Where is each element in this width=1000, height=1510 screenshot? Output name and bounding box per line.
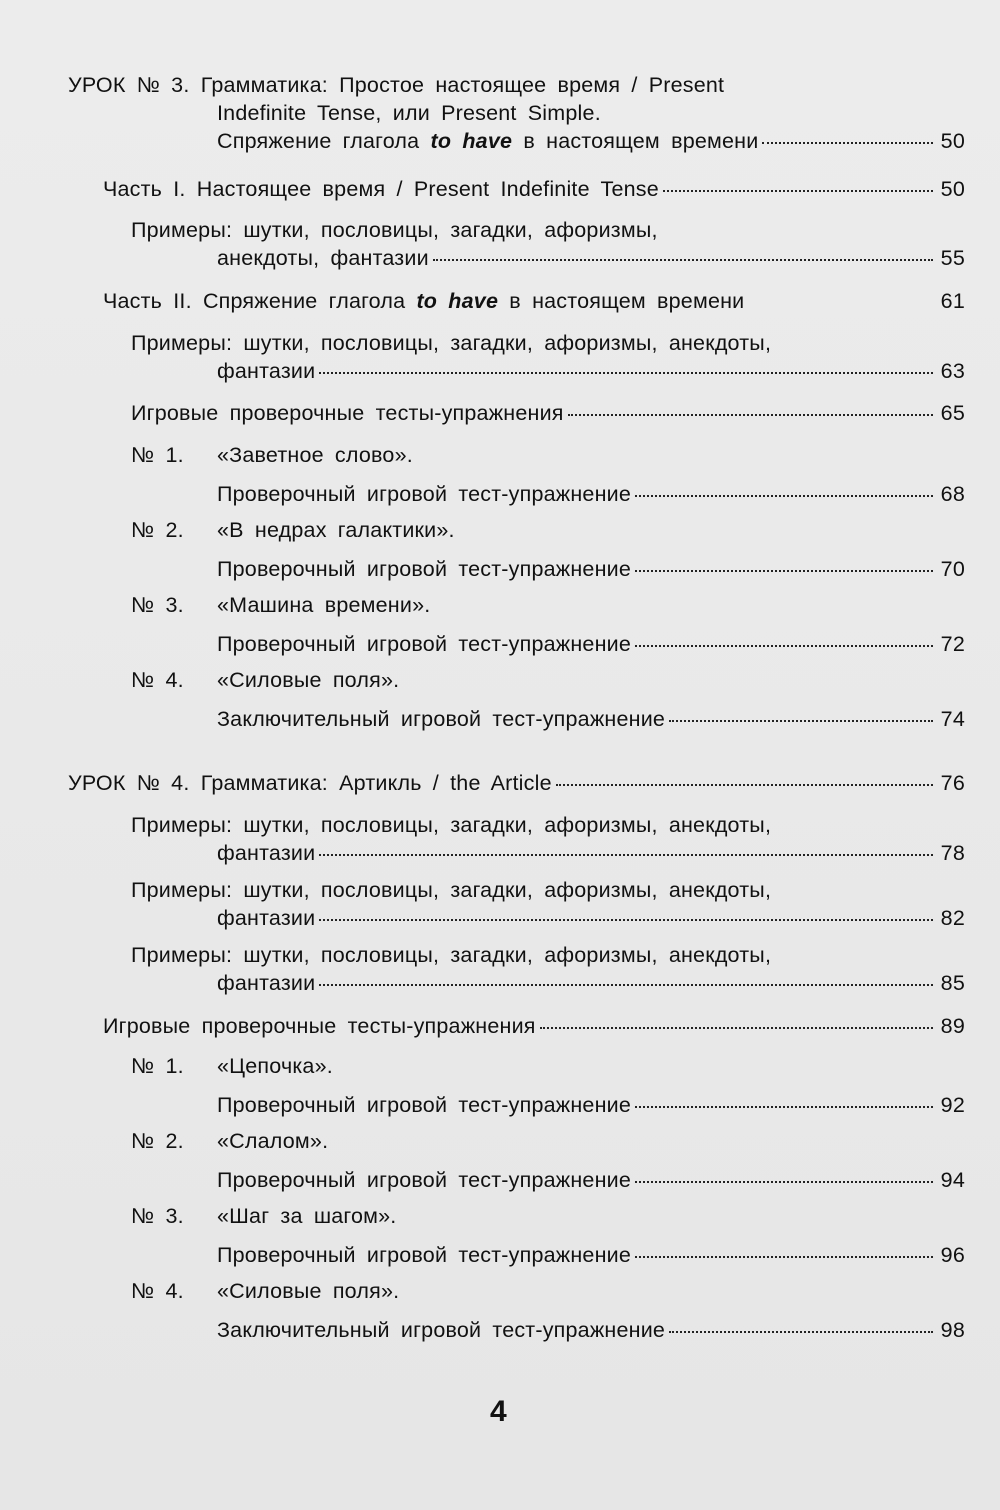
test-title: «В недрах галактики». bbox=[217, 518, 455, 542]
dot-leader bbox=[540, 1027, 933, 1029]
examples2-line1: Примеры: шутки, пословицы, загадки, афоризмы, анекдоты, bbox=[131, 331, 772, 355]
page-ref: 72 bbox=[940, 632, 965, 656]
examples1-line1: Примеры: шутки, пословицы, загадки, афоризмы, bbox=[131, 218, 658, 242]
page-ref: 76 bbox=[940, 771, 965, 795]
test-title: «Машина времени». bbox=[217, 593, 431, 617]
games1-title: Игровые проверочные тесты-упражнения bbox=[131, 401, 564, 425]
toc-entry-test1-4[interactable] bbox=[217, 706, 965, 732]
test-number: № 3. bbox=[131, 593, 184, 617]
toc-entry-examples2[interactable] bbox=[217, 358, 965, 384]
test-title: «Слалом». bbox=[217, 1129, 329, 1153]
dot-leader bbox=[635, 645, 933, 647]
page-ref: 92 bbox=[940, 1093, 965, 1117]
page-ref: 96 bbox=[940, 1243, 965, 1267]
test-number: № 1. bbox=[131, 1054, 184, 1078]
toc-entry-part1[interactable] bbox=[103, 176, 965, 202]
examples4-line1: Примеры: шутки, пословицы, загадки, афоризмы, анекдоты, bbox=[131, 878, 772, 902]
lesson3-title-line2: Indefinite Tense, или Present Simple. bbox=[217, 101, 601, 125]
toc-entry-examples4[interactable] bbox=[217, 905, 965, 931]
dot-leader bbox=[319, 984, 932, 986]
dot-leader bbox=[556, 784, 933, 786]
page-ref: 94 bbox=[940, 1168, 965, 1192]
page-ref: 50 bbox=[940, 129, 965, 153]
lesson3-title-line3: Спряжение глагола to have в настоящем времени bbox=[217, 129, 759, 153]
dot-leader bbox=[669, 720, 933, 722]
page-ref: 85 bbox=[940, 971, 965, 995]
dot-leader bbox=[669, 1331, 933, 1333]
dot-leader bbox=[635, 1106, 933, 1108]
test-title: «Силовые поля». bbox=[217, 668, 400, 692]
examples3-line1: Примеры: шутки, пословицы, загадки, афоризмы, анекдоты, bbox=[131, 813, 772, 837]
page-ref: 98 bbox=[940, 1318, 965, 1342]
test-number: № 1. bbox=[131, 443, 184, 467]
examples5-line2: фантазии bbox=[217, 971, 316, 995]
part2-title: Часть II. Спряжение глагола to have в настоящем времени bbox=[103, 289, 745, 313]
toc-entry-test2-2[interactable] bbox=[217, 1167, 965, 1193]
toc-entry-examples5[interactable] bbox=[217, 970, 965, 996]
examples3-line2: фантазии bbox=[217, 841, 316, 865]
page-ref: 82 bbox=[940, 906, 965, 930]
dot-leader bbox=[635, 495, 933, 497]
test-number: № 3. bbox=[131, 1204, 184, 1228]
test-title: «Заветное слово». bbox=[217, 443, 413, 467]
toc-entry-lesson3[interactable] bbox=[217, 128, 965, 154]
examples1-line2: анекдоты, фантазии bbox=[217, 246, 429, 270]
page-ref: 61 bbox=[940, 289, 965, 313]
page-ref: 55 bbox=[940, 246, 965, 270]
page-ref: 70 bbox=[940, 557, 965, 581]
dot-leader bbox=[433, 259, 933, 261]
page-ref: 68 bbox=[940, 482, 965, 506]
test-desc: Проверочный игровой тест-упражнение bbox=[217, 1243, 632, 1267]
page-ref: 89 bbox=[940, 1014, 965, 1038]
lesson3-title-line1: УРОК № 3. Грамматика: Простое настоящее время / Present bbox=[68, 73, 725, 97]
page-number: 4 bbox=[490, 1395, 507, 1428]
page-ref: 63 bbox=[940, 359, 965, 383]
dot-leader bbox=[762, 142, 932, 144]
dot-leader bbox=[568, 414, 933, 416]
test-title: «Шаг за шагом». bbox=[217, 1204, 397, 1228]
test-number: № 2. bbox=[131, 518, 184, 542]
dot-leader bbox=[635, 570, 933, 572]
test-number: № 4. bbox=[131, 668, 184, 692]
examples2-line2: фантазии bbox=[217, 359, 316, 383]
toc-entry-test2-3[interactable] bbox=[217, 1242, 965, 1268]
toc-entry-test1-3[interactable] bbox=[217, 631, 965, 657]
toc-entry-part2[interactable] bbox=[103, 288, 965, 314]
test-desc: Проверочный игровой тест-упражнение bbox=[217, 632, 632, 656]
toc-entry-games2[interactable] bbox=[103, 1013, 965, 1039]
dot-leader bbox=[319, 854, 932, 856]
toc-entry-examples3[interactable] bbox=[217, 840, 965, 866]
test-desc: Заключительный игровой тест-упражнение bbox=[217, 1318, 666, 1342]
toc-entry-test2-4[interactable] bbox=[217, 1317, 965, 1343]
toc-entry-examples1[interactable] bbox=[217, 245, 965, 271]
test-desc: Проверочный игровой тест-упражнение bbox=[217, 1168, 632, 1192]
dot-leader bbox=[319, 919, 932, 921]
test-desc: Проверочный игровой тест-упражнение bbox=[217, 482, 632, 506]
part1-title: Часть I. Настоящее время / Present Indefinite Tense bbox=[103, 177, 659, 201]
page-ref: 65 bbox=[940, 401, 965, 425]
page-ref: 74 bbox=[940, 707, 965, 731]
dot-leader bbox=[319, 372, 932, 374]
toc-entry-test2-1[interactable] bbox=[217, 1092, 965, 1118]
dot-leader bbox=[635, 1256, 933, 1258]
page-ref: 50 bbox=[940, 177, 965, 201]
toc-entry-test1-2[interactable] bbox=[217, 556, 965, 582]
toc-entry-games1[interactable] bbox=[131, 400, 965, 426]
games2-title: Игровые проверочные тесты-упражнения bbox=[103, 1014, 536, 1038]
test-desc: Проверочный игровой тест-упражнение bbox=[217, 557, 632, 581]
test-desc: Проверочный игровой тест-упражнение bbox=[217, 1093, 632, 1117]
page-ref: 78 bbox=[940, 841, 965, 865]
toc-entry-test1-1[interactable] bbox=[217, 481, 965, 507]
test-number: № 2. bbox=[131, 1129, 184, 1153]
examples4-line2: фантазии bbox=[217, 906, 316, 930]
test-number: № 4. bbox=[131, 1279, 184, 1303]
toc-entry-lesson4[interactable] bbox=[68, 770, 965, 796]
test-desc: Заключительный игровой тест-упражнение bbox=[217, 707, 666, 731]
dot-leader bbox=[663, 190, 933, 192]
dot-leader bbox=[635, 1181, 933, 1183]
examples5-line1: Примеры: шутки, пословицы, загадки, афоризмы, анекдоты, bbox=[131, 943, 772, 967]
test-title: «Цепочка». bbox=[217, 1054, 333, 1078]
lesson4-title: УРОК № 4. Грамматика: Артикль / the Article bbox=[68, 771, 552, 795]
test-title: «Силовые поля». bbox=[217, 1279, 400, 1303]
